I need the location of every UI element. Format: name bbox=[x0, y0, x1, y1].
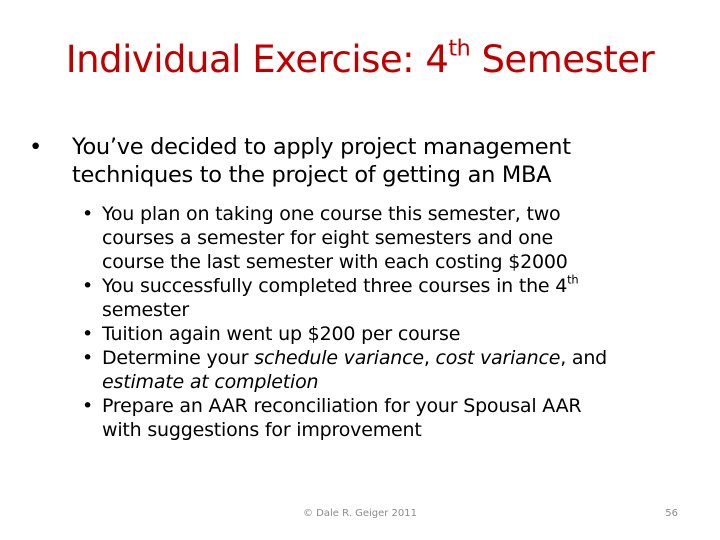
slide-title bbox=[0, 35, 720, 81]
bullet-icon: • bbox=[29, 134, 42, 160]
sub-bullet-line: courses a semester for eight semesters and one bbox=[102, 227, 554, 249]
determine-suffix: , and bbox=[560, 347, 608, 369]
sub-bullet-tuition bbox=[78, 322, 678, 346]
title-superscript: th bbox=[448, 35, 471, 62]
sub-bullet-line bbox=[78, 274, 678, 298]
main-bullet-line: techniques to the project of getting an MBA bbox=[72, 162, 552, 188]
bullet-icon: • bbox=[82, 347, 94, 369]
sub-bullet-line: You plan on taking one course this semester, two bbox=[102, 203, 561, 225]
footer-copyright: © Dale R. Geiger 2011 bbox=[303, 508, 417, 519]
sub-bullet-line: semester bbox=[102, 299, 190, 321]
sub-bullet-prepare bbox=[78, 394, 678, 442]
title-rest: Semester bbox=[470, 38, 655, 81]
sub-bullet-line: Tuition again went up $200 per course bbox=[102, 323, 461, 345]
schedule-variance-term: schedule variance bbox=[254, 347, 424, 369]
sub-bullet-line bbox=[78, 346, 678, 370]
sub-bullet-line: with suggestions for improvement bbox=[102, 419, 422, 441]
sub-bullet-completed bbox=[78, 274, 678, 322]
sub-bullet-determine bbox=[78, 346, 678, 394]
determine-separator: , bbox=[423, 347, 436, 369]
page-number: 56 bbox=[665, 508, 678, 519]
cost-variance-term: cost variance bbox=[435, 347, 561, 369]
determine-prefix: Determine your bbox=[102, 347, 255, 369]
bullet-icon: • bbox=[82, 395, 94, 417]
sub-bullet-list bbox=[78, 202, 678, 442]
sub-bullet-line: course the last semester with each costing $2000 bbox=[102, 251, 568, 273]
completed-text: You successfully completed three courses in the 4 bbox=[102, 275, 568, 297]
sub-bullet-line: Prepare an AAR reconciliation for your Spousal AAR bbox=[102, 395, 582, 417]
bullet-icon: • bbox=[82, 203, 94, 225]
estimate-at-completion-term: estimate at completion bbox=[102, 371, 319, 393]
completed-superscript: th bbox=[567, 272, 579, 287]
bullet-icon: • bbox=[82, 323, 94, 345]
title-main: Individual Exercise: 4 bbox=[65, 38, 449, 81]
main-bullet-line: You’ve decided to apply project management bbox=[72, 134, 571, 160]
sub-bullet-plan bbox=[78, 202, 678, 274]
main-bullet bbox=[29, 133, 678, 189]
sub-bullet-line bbox=[78, 370, 678, 394]
bullet-icon: • bbox=[82, 275, 94, 297]
